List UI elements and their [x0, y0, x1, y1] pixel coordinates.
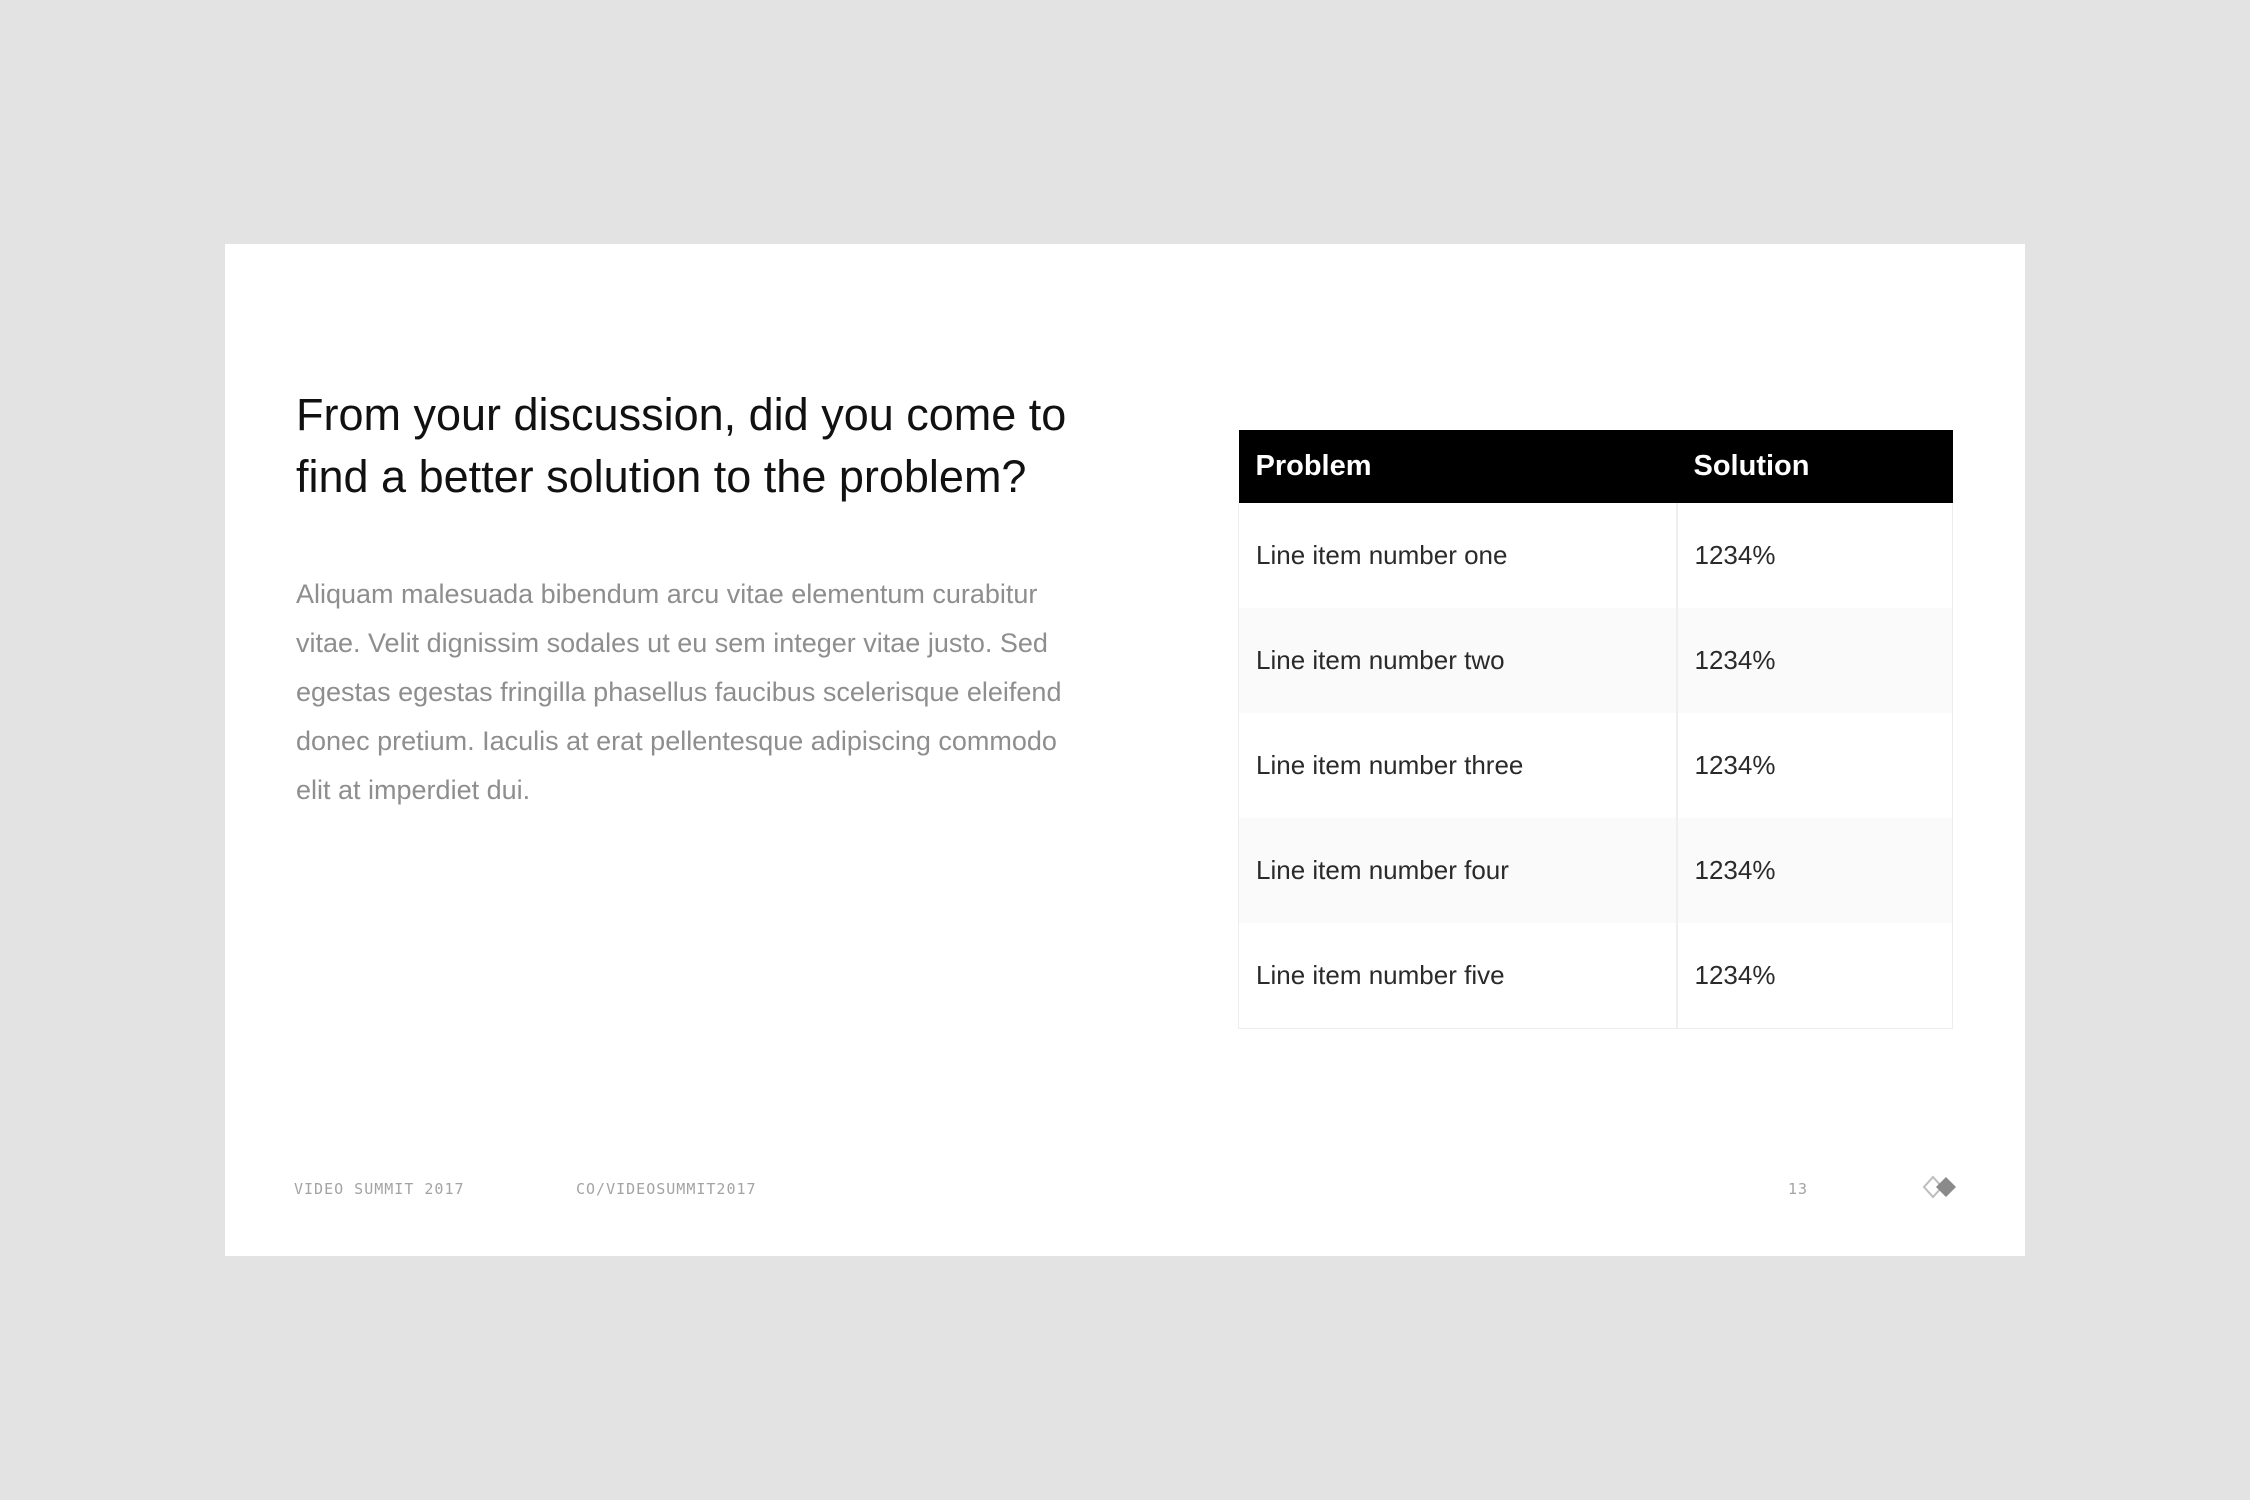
diamond-logo-icon — [1922, 1174, 1962, 1200]
solution-cell: 1234% — [1677, 818, 1953, 923]
table-row — [1239, 608, 1953, 713]
table-row — [1239, 818, 1953, 923]
problem-cell: Line item number two — [1239, 608, 1677, 713]
header-problem: Problem — [1239, 430, 1677, 503]
solution-cell: 1234% — [1677, 923, 1953, 1029]
slide-heading: From your discussion, did you come to find a better solution to the problem? — [296, 389, 1067, 502]
table-row — [1239, 503, 1953, 608]
table-row — [1239, 923, 1953, 1029]
slide-body-text: Aliquam malesuada bibendum arcu vitae elementum curabitur vitae. Velit dignissim sodales ut eu sem integer vitae justo. Sed egestas egestas fringilla phasellus faucibus scelerisque eleifend donec pretium. Iaculis at erat pellentesque adipiscing commodo elit at imperdiet dui. — [296, 579, 1062, 805]
footer-link: CO/VIDEOSUMMIT2017 — [576, 1180, 757, 1198]
table-header-row — [1239, 430, 1953, 503]
solution-cell: 1234% — [1677, 608, 1953, 713]
problem-cell: Line item number five — [1239, 923, 1677, 1029]
slide — [225, 244, 2025, 1256]
solution-cell: 1234% — [1677, 503, 1953, 608]
header-solution: Solution — [1677, 430, 1953, 503]
footer-page-number: 13 — [1788, 1180, 1809, 1198]
problem-solution-table — [1238, 430, 1953, 1029]
problem-cell: Line item number four — [1239, 818, 1677, 923]
solution-cell: 1234% — [1677, 713, 1953, 818]
footer-event-name: VIDEO SUMMIT 2017 — [294, 1180, 465, 1198]
problem-cell: Line item number one — [1239, 503, 1677, 608]
table-row — [1239, 713, 1953, 818]
problem-cell: Line item number three — [1239, 713, 1677, 818]
